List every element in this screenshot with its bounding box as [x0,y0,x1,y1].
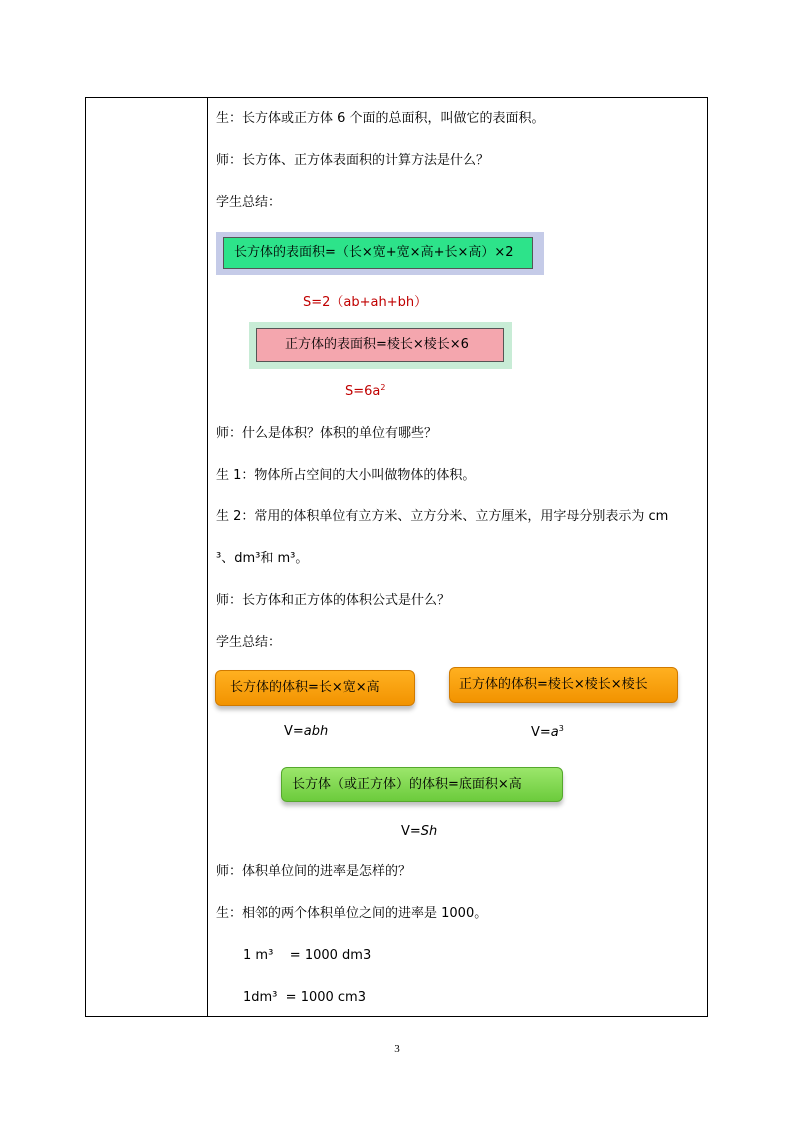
cube-volume-box: 正方体的体积=棱长×棱长×棱长 [449,667,678,703]
text-line-1: 生：长方体或正方体 6 个面的总面积，叫做它的表面积。 [216,111,545,126]
text-line-9: 学生总结： [216,635,282,650]
unit-conversion-m3: 1 m³ = 1000 dm3 [243,948,372,963]
cuboid-volume-formula [284,724,328,739]
cube-surface-area-formula-base: S=6a [345,384,381,399]
general-volume-formula-var: Sh [420,824,438,839]
cube-volume-formula-var: a [550,725,559,740]
text-line-7: ³、dm³和 m³。 [216,551,309,566]
general-volume-box: 长方体（或正方体）的体积=底面积×高 [281,767,563,802]
cube-surface-area-label: 正方体的表面积=棱长×棱长×6 [256,328,504,362]
cube-volume-formula-exp: 3 [558,724,564,733]
text-line-10: 师：体积单位间的进率是怎样的？ [216,864,412,879]
text-line-3: 学生总结： [216,195,282,210]
cuboid-volume-box: 长方体的体积=长×宽×高 [215,670,415,706]
cuboid-surface-area-label: 长方体的表面积=（长×宽+宽×高+长×高）×2 [223,237,533,269]
cube-surface-area-formula [345,383,385,399]
cuboid-surface-area-box [216,232,544,275]
cube-surface-area-box [249,322,512,369]
text-line-6: 生 2：常用的体积单位有立方米、立方分米、立方厘米，用字母分别表示为 cm [216,509,669,524]
general-volume-formula-prefix: V= [401,824,421,839]
cube-surface-area-formula-exp: 2 [380,383,386,392]
cube-volume-formula-prefix: V= [531,725,551,740]
cuboid-surface-area-formula: S=2（ab+ah+bh） [303,295,428,310]
text-line-5: 生 1：物体所占空间的大小叫做物体的体积。 [216,468,476,483]
cube-volume-formula [531,724,564,740]
general-volume-formula [401,824,437,839]
text-line-2: 师：长方体、正方体表面积的计算方法是什么？ [216,153,490,168]
column-divider [207,98,208,1016]
cuboid-volume-formula-var: abh [303,724,329,739]
text-line-4: 师：什么是体积？体积的单位有哪些？ [216,426,438,441]
unit-conversion-dm3: 1dm³ = 1000 cm3 [243,990,366,1005]
text-line-11: 生：相邻的两个体积单位之间的进率是 1000。 [216,906,488,921]
cuboid-volume-formula-prefix: V= [284,724,304,739]
page-number: 3 [394,1043,400,1055]
text-line-8: 师：长方体和正方体的体积公式是什么？ [216,593,451,608]
